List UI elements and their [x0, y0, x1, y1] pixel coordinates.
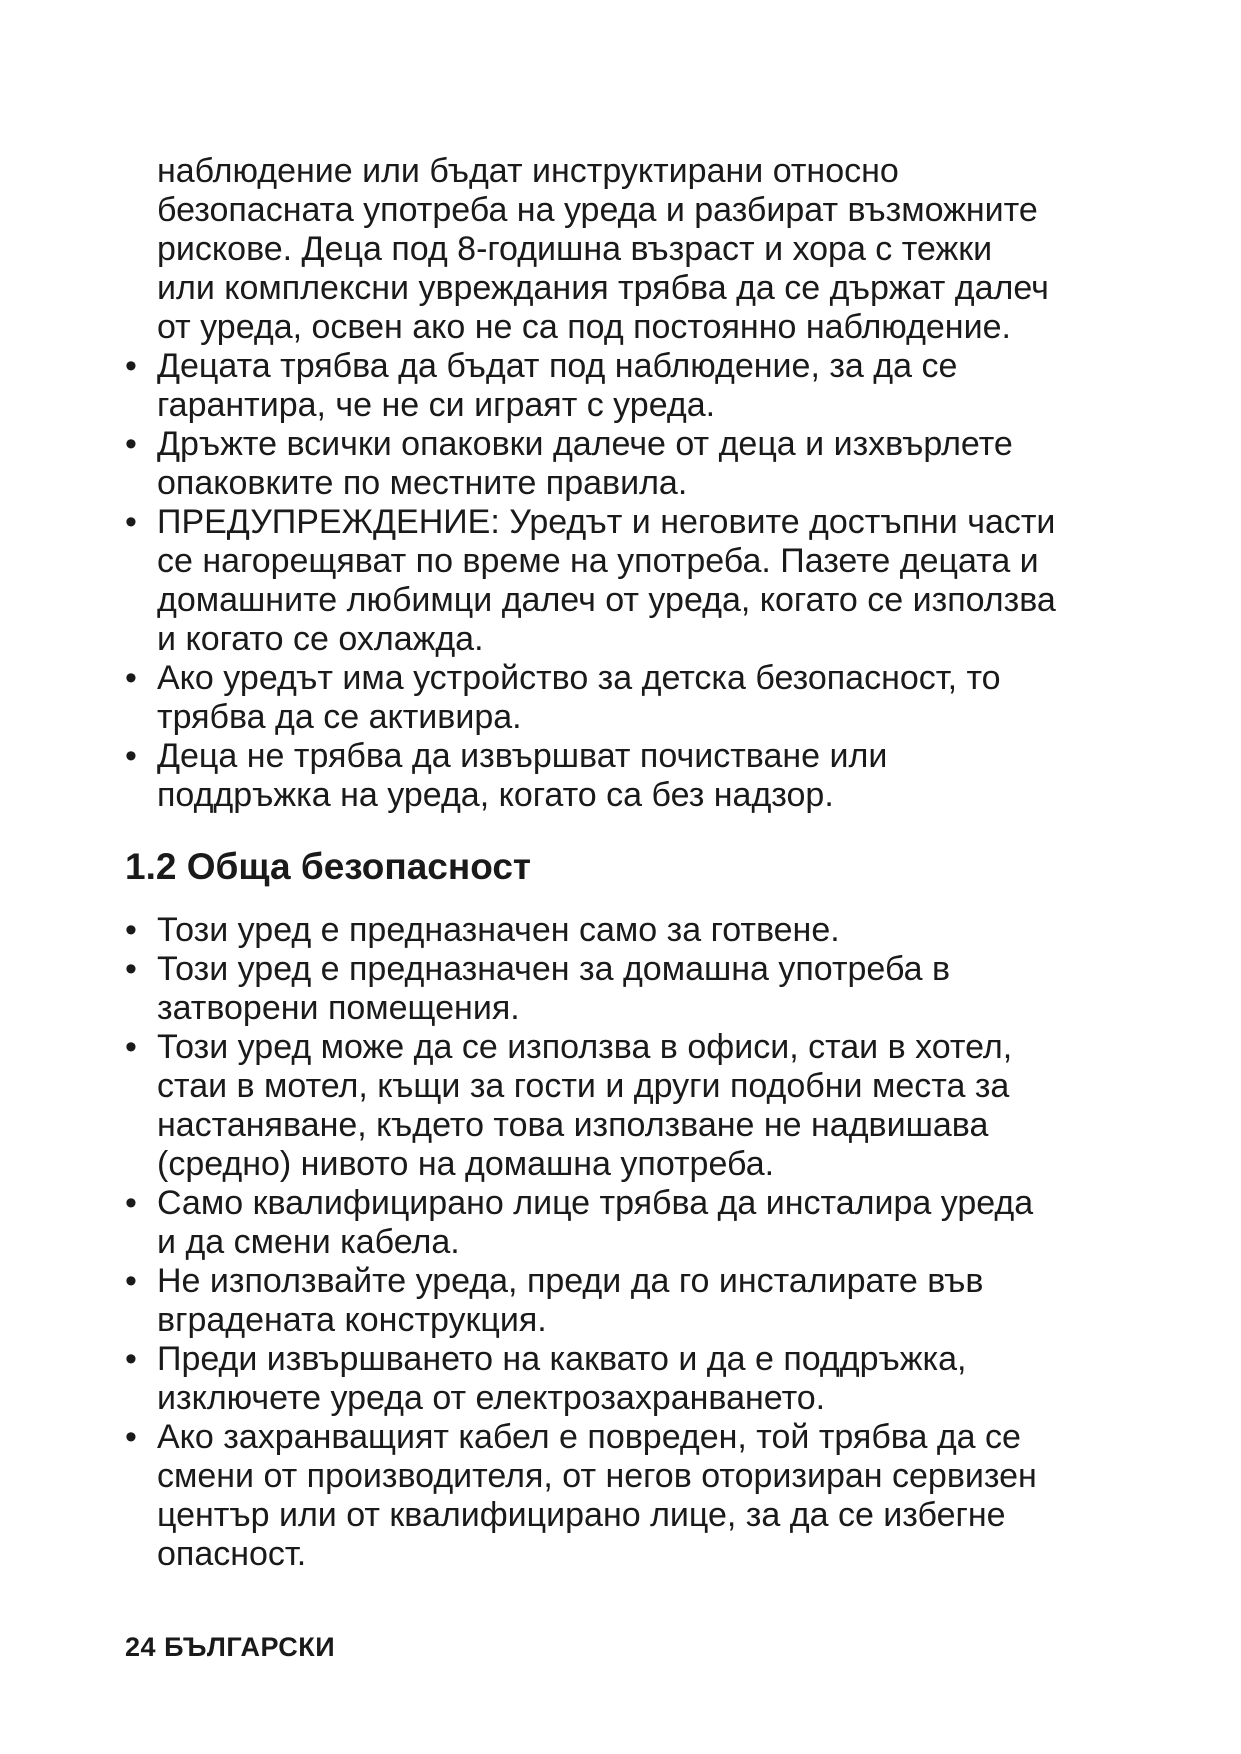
list-item-text: Дръжте всички опаковки далече от деца и изхвърлете опаковките по местните правила.: [157, 425, 1013, 502]
footer-language: БЪЛГАРСКИ: [164, 1632, 336, 1662]
list-item: [125, 1418, 1185, 1574]
bullet-marker: •: [125, 425, 137, 463]
list-item: [125, 347, 1185, 425]
bullet-marker: •: [125, 347, 137, 385]
general-safety-list: [125, 911, 1185, 1574]
bullet-marker: •: [125, 737, 137, 775]
bullet-marker: •: [125, 1340, 137, 1378]
bullet-marker: •: [125, 503, 137, 541]
list-item-text: Този уред може да се използва в офиси, стаи в хотел, стаи в мотел, къщи за гости и други подобни места за настаняване, където това използване не надвишава (средно) нивото на домашна употреба.: [157, 1028, 1013, 1183]
section-heading: 1.2 Обща безопасност: [125, 846, 532, 887]
bullet-marker: •: [125, 911, 137, 949]
page-content: [125, 152, 1185, 1574]
list-item: [125, 1262, 1185, 1340]
list-item: [125, 1028, 1185, 1184]
list-item: [125, 425, 1185, 503]
list-item-text: Ако уредът има устройство за детска безопасност, то трябва да се активира.: [157, 659, 1001, 736]
list-item: [125, 737, 1185, 815]
list-item-text: Ако захранващият кабел е повреден, той трябва да се смени от производителя, от негов оторизиран сервизен център или от квалифицирано лице, за да се избегне опасност.: [157, 1418, 1037, 1573]
list-item: [125, 911, 1185, 950]
page-number: 24: [125, 1632, 157, 1662]
list-item: [125, 1184, 1185, 1262]
continuation-paragraph: наблюдение или бъдат инструктирани относно безопасната употреба на уреда и разбират възможните рискове. Деца под 8-годишна възраст и хора с тежки или комплексни увреждания трябва да се държат далеч от уреда, освен ако не са под постоянно наблюдение.: [157, 152, 1049, 346]
list-item: [125, 659, 1185, 737]
list-item-text: Децата трябва да бъдат под наблюдение, за да се гарантира, че не си играят с уреда.: [157, 347, 958, 424]
list-item-text: Преди извършването на каквато и да е поддръжка, изключете уреда от електрозахранването.: [157, 1340, 967, 1417]
list-item: [125, 503, 1185, 659]
bullet-marker: •: [125, 1028, 137, 1066]
list-item: [125, 1340, 1185, 1418]
bullet-marker: •: [125, 1184, 137, 1222]
list-item-text: Не използвайте уреда, преди да го инсталирате във вградената конструкция.: [157, 1262, 984, 1339]
list-item-text: ПРЕДУПРЕЖДЕНИЕ: Уредът и неговите достъпни части се нагорещяват по време на употреба. Пазете децата и домашните любимци далеч от уреда, когато се използва и когато се охлажда.: [157, 503, 1056, 658]
list-item-text: Този уред е предназначен за домашна употреба в затворени помещения.: [157, 950, 951, 1027]
bullet-marker: •: [125, 1262, 137, 1300]
list-item: [125, 950, 1185, 1028]
list-item-text: Този уред е предназначен само за готвене.: [157, 911, 840, 949]
list-item-text: Само квалифицирано лице трябва да инсталира уреда и да смени кабела.: [157, 1184, 1034, 1261]
page-footer: [125, 1632, 335, 1663]
children-safety-list: [125, 347, 1185, 815]
bullet-marker: •: [125, 1418, 137, 1456]
list-item-text: Деца не трябва да извършват почистване или поддръжка на уреда, когато са без надзор.: [157, 737, 888, 814]
bullet-marker: •: [125, 659, 137, 697]
bullet-marker: •: [125, 950, 137, 988]
